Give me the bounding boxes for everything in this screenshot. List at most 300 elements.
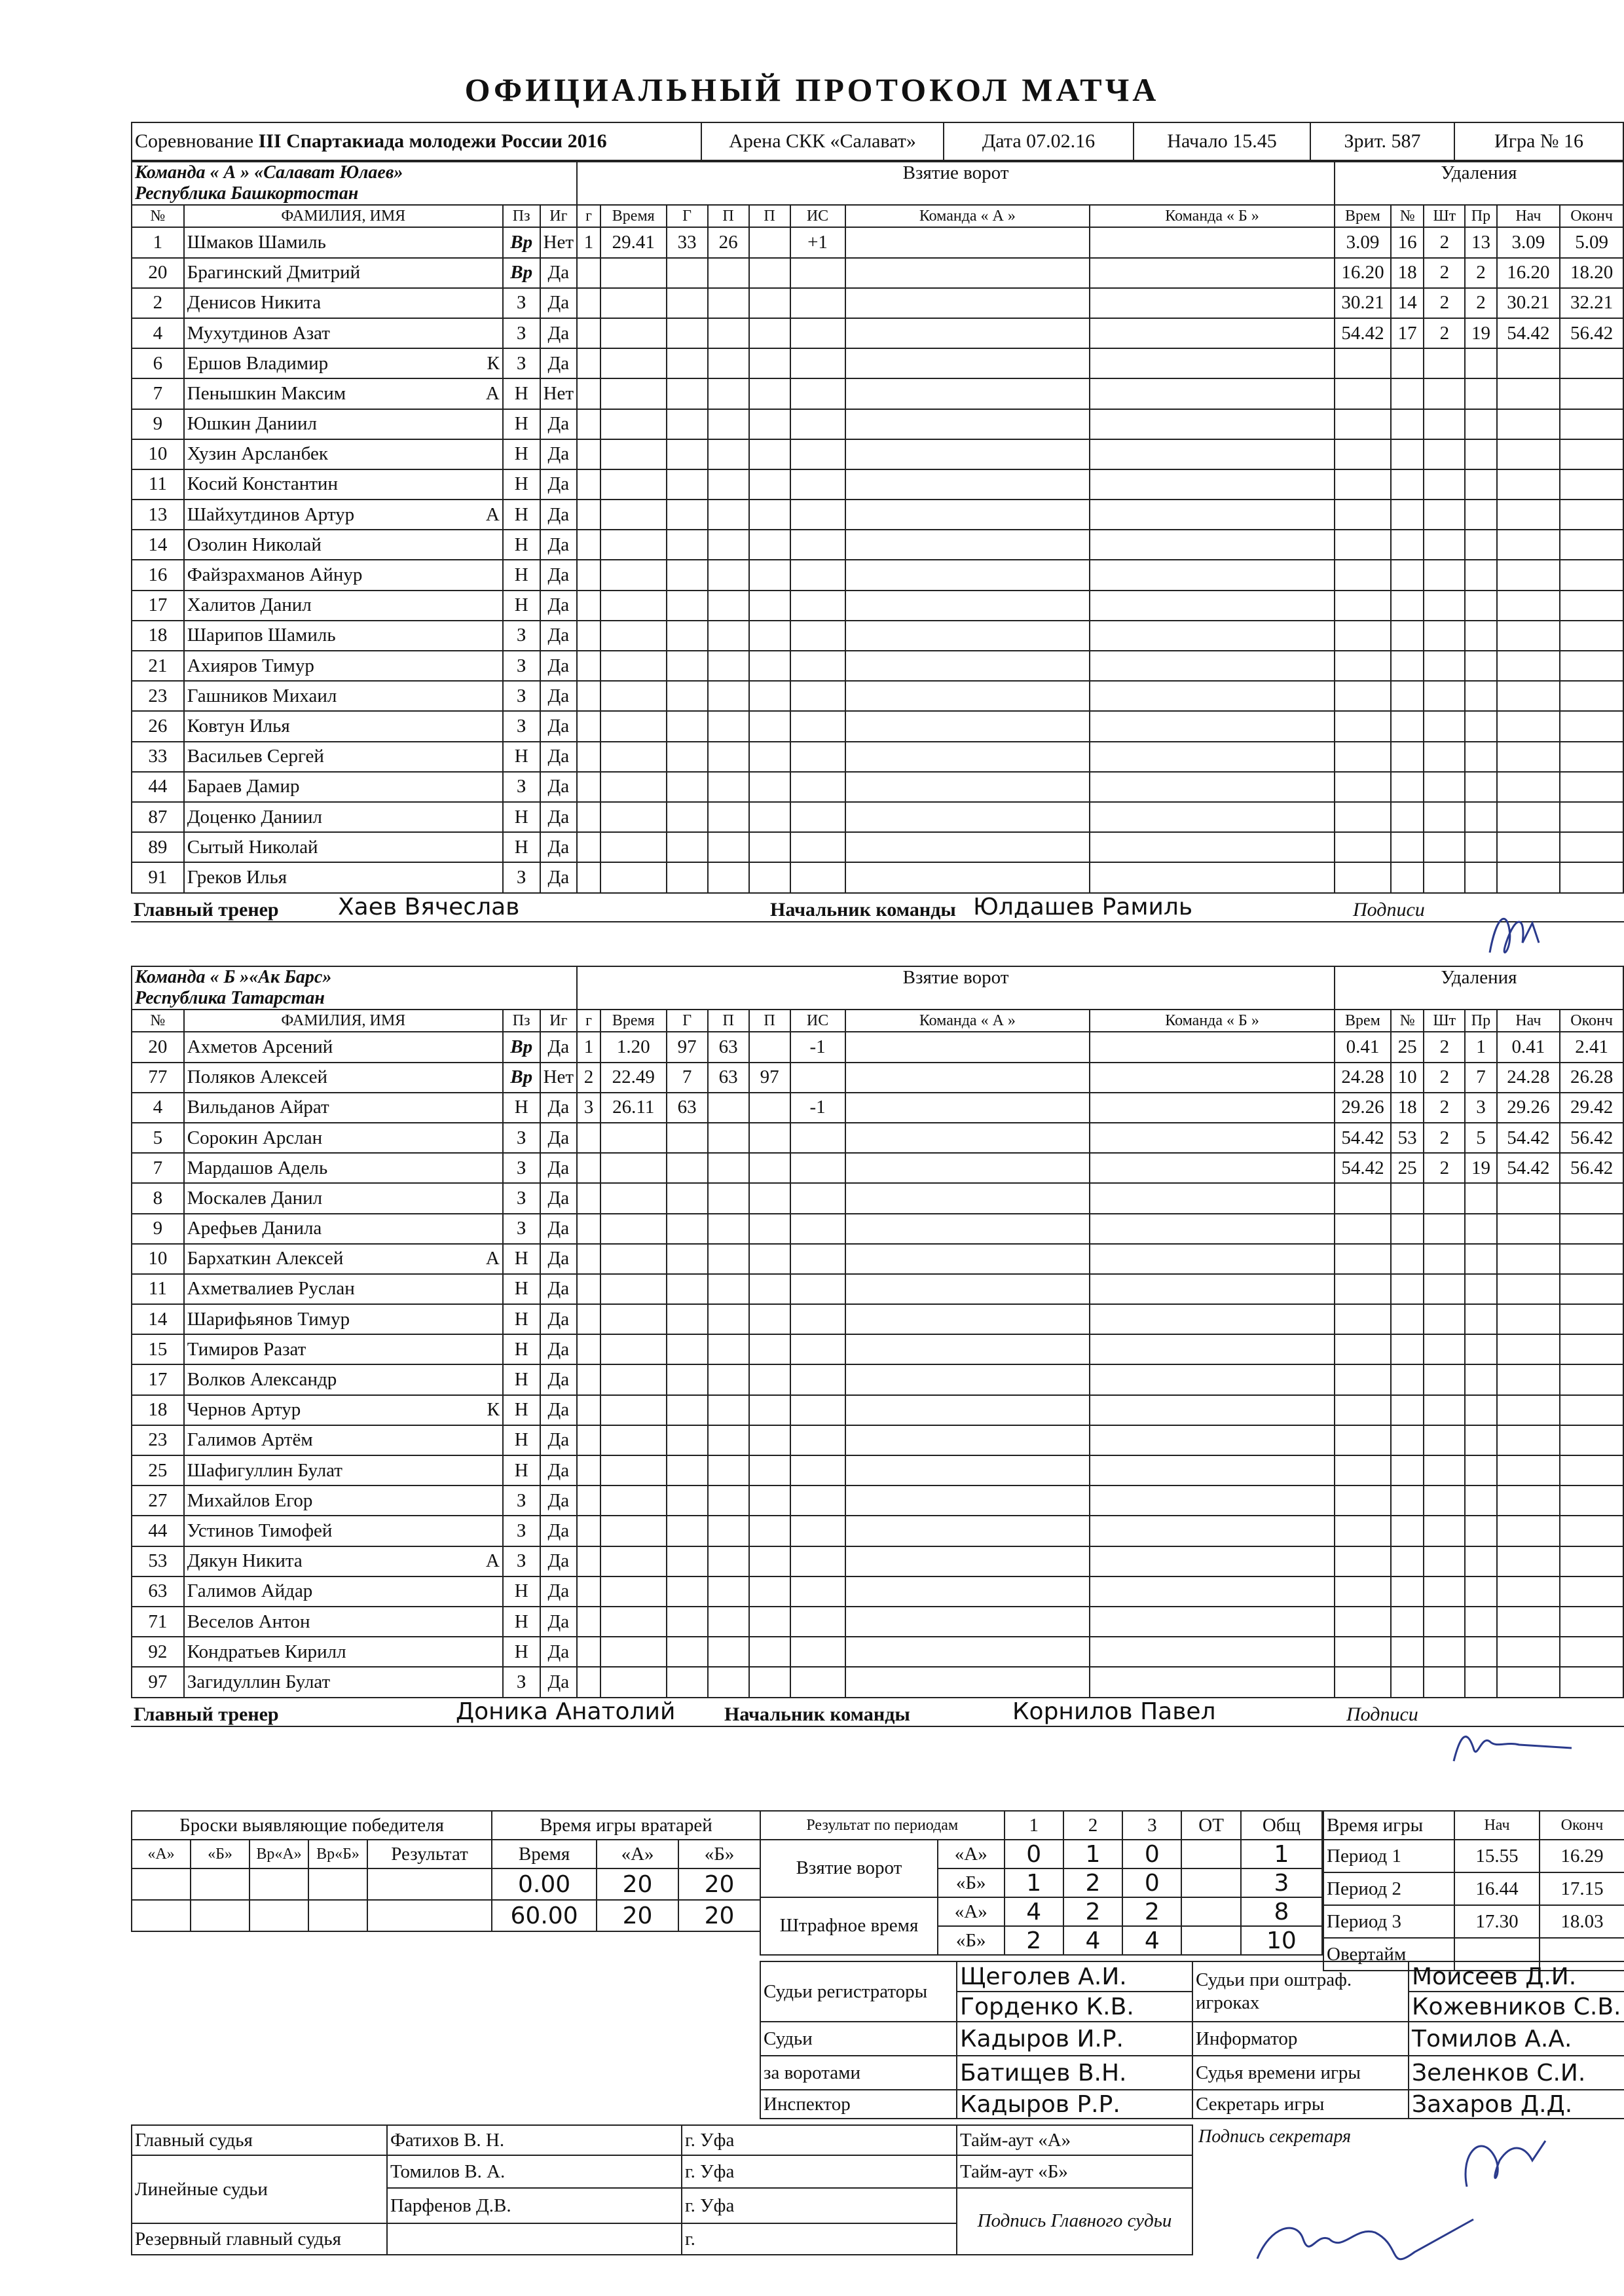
player-role: К [487, 1399, 500, 1421]
line-referees-label: Линейные судьи [132, 2155, 387, 2223]
player-name: Пенышкин Максим [187, 382, 346, 404]
player-number: 9 [132, 1214, 184, 1244]
player-name: Вильданов Айрат [187, 1097, 329, 1118]
shootout-a-header: «А» [132, 1840, 191, 1868]
col-header-P1: П [708, 1010, 749, 1032]
timekeeper: Зеленков С.И. [1409, 2056, 1624, 2090]
player-name: Васильев Сергей [187, 746, 324, 767]
spectators: Зрит. 587 [1310, 122, 1454, 160]
col-header-pen_num: № [1391, 205, 1424, 227]
penalty-minutes: 2 [1424, 1123, 1465, 1153]
player-played: Да [540, 1364, 578, 1394]
timeout-b: Тайм-аут «Б» [957, 2155, 1192, 2188]
goalie-b-value: 20 [678, 1868, 760, 1900]
penalty-minutes: 2 [1424, 1153, 1465, 1183]
player-name: Шарипов Шамиль [187, 625, 336, 646]
player-played: Да [540, 258, 578, 288]
player-name: Бархаткин Алексей [187, 1248, 344, 1269]
penalty-start: 30.21 [1497, 288, 1560, 318]
player-name: Денисов Никита [187, 292, 322, 314]
goalie-time-value: 0.00 [492, 1868, 597, 1900]
player-position: З [503, 1214, 540, 1244]
penalty-code: 2 [1465, 258, 1496, 288]
goalie-a-header: «А» [597, 1840, 678, 1868]
team-a-label: «А» [938, 1897, 1005, 1926]
player-position: Вр [503, 227, 540, 257]
player-number: 18 [132, 1395, 184, 1425]
player-position: Н [503, 1093, 540, 1123]
penalty-minutes: 2 [1424, 1063, 1465, 1093]
player-number: 77 [132, 1063, 184, 1093]
main-referee-city: г. Уфа [682, 2125, 957, 2155]
player-played: Да [540, 1607, 578, 1637]
player-name: Веселов Антон [187, 1611, 310, 1632]
player-number: 91 [132, 862, 184, 892]
player-position: З [503, 711, 540, 741]
player-position: З [503, 862, 540, 892]
penalty-code: 13 [1465, 227, 1496, 257]
judge-reg-2: Горденко К.В. [957, 1992, 1192, 2022]
player-position: Вр [503, 1032, 540, 1062]
periods-title: Результат по периодам [760, 1811, 1005, 1840]
player-number: 9 [132, 409, 184, 439]
player-played: Да [540, 530, 578, 560]
player-name: Шмаков Шамиль [187, 231, 326, 253]
player-played: Нет [540, 1063, 578, 1093]
goal-scorer: 97 [667, 1032, 708, 1062]
player-position: З [503, 1123, 540, 1153]
player-position: З [503, 1546, 540, 1576]
player-role: А [485, 382, 500, 404]
shootout-vrb-header: Вр«Б» [308, 1840, 367, 1868]
player-position: Н [503, 1244, 540, 1274]
penalty-start: 29.26 [1497, 1093, 1560, 1123]
penalty-player: 14 [1391, 288, 1424, 318]
coach-name: Хаев Вячеслав [338, 893, 520, 920]
col-header-pen_pr: Пр [1465, 1010, 1496, 1032]
player-played: Да [540, 832, 578, 862]
player-name: Дякун Никита [187, 1550, 303, 1572]
timekeeper-label: Судья времени игры [1192, 2056, 1409, 2090]
penalty-end: 2.41 [1560, 1032, 1623, 1062]
player-name: Гашников Михаил [187, 685, 337, 706]
player-number: 15 [132, 1334, 184, 1364]
coach-name: Доника Анатолий [456, 1698, 676, 1725]
player-number: 89 [132, 832, 184, 862]
signature-main-referee [1257, 2219, 1473, 2259]
penalty-time: 0.41 [1335, 1032, 1391, 1062]
player-position: Н [503, 591, 540, 621]
player-role: А [485, 1248, 500, 1269]
goals-a-p3: 0 [1122, 1840, 1181, 1868]
inspector-label: Инспектор [760, 2090, 957, 2119]
penalty-minutes: 2 [1424, 1093, 1465, 1123]
main-referee-label: Главный судья [132, 2125, 387, 2155]
player-played: Да [540, 288, 578, 318]
player-played: Да [540, 560, 578, 590]
manager-name: Юлдашев Рамиль [973, 893, 1193, 920]
player-position: Н [503, 439, 540, 469]
shootout-vra-header: Вр«А» [249, 1840, 308, 1868]
penalty-player: 17 [1391, 318, 1424, 348]
player-name: Мухутдинов Азат [187, 322, 330, 344]
judges-goal-label: Судьи [760, 2022, 957, 2056]
main-referee-sign-label: Подпись Главного судьи [957, 2188, 1192, 2255]
player-number: 10 [132, 1244, 184, 1274]
player-position: Н [503, 832, 540, 862]
player-number: 20 [132, 1032, 184, 1062]
penalty-start: 54.42 [1497, 318, 1560, 348]
period-end: 18.03 [1540, 1905, 1624, 1938]
manager-label: Начальник команды [770, 898, 956, 920]
manager-label: Начальник команды [724, 1703, 910, 1725]
period-3-header: 3 [1122, 1811, 1181, 1840]
player-number: 44 [132, 772, 184, 802]
col-header-played: Иг [540, 1010, 578, 1032]
player-position: Н [503, 560, 540, 590]
date: Дата 07.02.16 [944, 122, 1134, 160]
goals-a-total: 1 [1241, 1840, 1322, 1868]
player-number: 53 [132, 1546, 184, 1576]
player-played: Да [540, 1334, 578, 1364]
goalie-a-value: 20 [597, 1868, 678, 1900]
penalty-code: 5 [1465, 1123, 1496, 1153]
player-number: 87 [132, 802, 184, 832]
col-header-G: Г [667, 1010, 708, 1032]
shootout-b-header: «Б» [191, 1840, 249, 1868]
player-played: Да [540, 439, 578, 469]
page-title: ОФИЦИАЛЬНЫЙ ПРОТОКОЛ МАТЧА [464, 71, 1160, 108]
goalie-time-header: Время [492, 1840, 597, 1868]
penbox-judge-2: Кожевников С.В. [1409, 1992, 1624, 2022]
penalty-end: 26.28 [1560, 1063, 1623, 1093]
player-name: Бараев Дамир [187, 776, 300, 797]
penalty-time: 54.42 [1335, 1153, 1391, 1183]
goal-scorer: 63 [667, 1093, 708, 1123]
goals-label: Взятие ворот [760, 1840, 938, 1897]
manager-name: Корнилов Павел [1012, 1698, 1216, 1725]
player-number: 4 [132, 318, 184, 348]
col-header-time: Время [600, 1010, 667, 1032]
player-played: Да [540, 1032, 578, 1062]
goal-scorer: 7 [667, 1063, 708, 1093]
judge-goal-2: Батищев В.Н. [957, 2056, 1192, 2090]
player-number: 23 [132, 1425, 184, 1455]
player-number: 13 [132, 500, 184, 530]
player-name: Ершов Владимир [187, 352, 329, 374]
player-role: А [485, 1550, 500, 1572]
player-played: Да [540, 1455, 578, 1485]
player-name: Сытый Николай [187, 836, 318, 858]
player-played: Да [540, 318, 578, 348]
player-position: Н [503, 1425, 540, 1455]
player-played: Да [540, 742, 578, 772]
penalty-minutes: 2 [1424, 1032, 1465, 1062]
player-name: Ковтун Илья [187, 715, 290, 737]
col-header-pos: Пз [503, 1010, 540, 1032]
col-header-g: г [577, 1010, 600, 1032]
col-header-pos: Пз [503, 205, 540, 227]
team-region: Республика Башкортостан [135, 183, 359, 204]
player-position: З [503, 1183, 540, 1213]
player-name: Загидуллин Булат [187, 1671, 331, 1692]
player-number: 92 [132, 1637, 184, 1667]
player-name: Хузин Арсланбек [187, 443, 328, 465]
player-name: Мардашов Адель [187, 1157, 328, 1178]
penalty-start: 24.28 [1497, 1063, 1560, 1093]
player-played: Да [540, 1123, 578, 1153]
col-header-pen_pr: Пр [1465, 205, 1496, 227]
game-number: Игра № 16 [1454, 122, 1623, 160]
player-number: 7 [132, 1153, 184, 1183]
col-header-num: № [132, 205, 184, 227]
goalie-b-header: «Б» [678, 1840, 760, 1868]
team-b-label: «Б» [938, 1868, 1005, 1897]
player-played: Да [540, 591, 578, 621]
player-number: 63 [132, 1576, 184, 1607]
player-number: 14 [132, 1304, 184, 1334]
line-referee-1-city: г. Уфа [682, 2155, 957, 2188]
player-played: Да [540, 1516, 578, 1546]
judge-reg-1: Щеголев А.И. [957, 1961, 1192, 1992]
player-number: 26 [132, 711, 184, 741]
penalty-player: 16 [1391, 227, 1424, 257]
col-header-G: Г [667, 205, 708, 227]
penalty-time: 29.26 [1335, 1093, 1391, 1123]
player-position: З [503, 1667, 540, 1697]
col-header-P1: П [708, 205, 749, 227]
pen-b-total: 10 [1241, 1926, 1322, 1955]
player-number: 25 [132, 1455, 184, 1485]
penbox-label: Судьи при оштраф. игроках [1192, 1961, 1409, 2022]
sign-label: Подписи [1346, 1703, 1418, 1725]
pen-b-p1: 2 [1005, 1926, 1063, 1955]
period-end: 17.15 [1540, 1872, 1624, 1905]
period-start: 15.55 [1454, 1840, 1540, 1872]
player-number: 5 [132, 1123, 184, 1153]
player-number: 33 [132, 742, 184, 772]
secretary-label: Секретарь игры [1192, 2090, 1409, 2119]
penalty-end: 5.09 [1560, 227, 1623, 257]
player-name: Озолин Николай [187, 534, 322, 555]
player-number: 44 [132, 1516, 184, 1546]
player-position: Н [503, 469, 540, 500]
goal-time: 26.11 [600, 1093, 667, 1123]
penalty-minutes: 2 [1424, 227, 1465, 257]
penalty-code: 1 [1465, 1032, 1496, 1062]
player-played: Да [540, 1153, 578, 1183]
competition-label: Соревнование [135, 130, 254, 152]
player-position: З [503, 772, 540, 802]
player-name: Ахияров Тимур [187, 655, 314, 676]
penalty-start: 16.20 [1497, 258, 1560, 288]
game-time-title: Время игры [1323, 1811, 1454, 1840]
col-header-pen_start: Нач [1497, 1010, 1560, 1032]
player-number: 17 [132, 1364, 184, 1394]
timeout-a: Тайм-аут «А» [957, 2125, 1192, 2155]
player-position: Н [503, 1576, 540, 1607]
player-position: З [503, 318, 540, 348]
col-header-pen_time: Врем [1335, 1010, 1391, 1032]
penalty-time: 16.20 [1335, 258, 1391, 288]
informer-label: Информатор [1192, 2022, 1409, 2056]
player-played: Да [540, 1395, 578, 1425]
goal-time: 1.20 [600, 1032, 667, 1062]
col-header-pen_time: Врем [1335, 205, 1391, 227]
player-number: 7 [132, 378, 184, 409]
player-name: Доценко Даниил [187, 806, 323, 828]
player-played: Да [540, 1425, 578, 1455]
secretary-sign-label: Подпись секретаря [1198, 2126, 1352, 2147]
goal-assist-1: 63 [708, 1032, 749, 1062]
player-name: Михайлов Егор [187, 1489, 313, 1511]
player-number: 11 [132, 1274, 184, 1304]
col-header-pen_end: Оконч [1560, 1010, 1623, 1032]
pen-b-p3: 4 [1122, 1926, 1181, 1955]
coach-label: Главный тренер [134, 898, 279, 920]
team-b-label: «Б» [938, 1926, 1005, 1955]
penalty-code: 19 [1465, 1153, 1496, 1183]
signature-team-b [1454, 1737, 1572, 1761]
penalty-time: 30.21 [1335, 288, 1391, 318]
penalty-player: 25 [1391, 1032, 1424, 1062]
penalties-header: Удаления [1335, 966, 1623, 1010]
penalty-minutes: 2 [1424, 288, 1465, 318]
pen-a-p2: 2 [1063, 1897, 1122, 1926]
player-number: 20 [132, 258, 184, 288]
team-label: Команда « Б »«Ак Барс» [135, 967, 332, 987]
reserve-referee-city: г. [682, 2223, 957, 2255]
goal-scorer: 33 [667, 227, 708, 257]
player-played: Да [540, 348, 578, 378]
team-a-label: «А» [938, 1840, 1005, 1868]
col-header-pen_end: Оконч [1560, 205, 1623, 227]
player-played: Да [540, 1214, 578, 1244]
player-played: Да [540, 500, 578, 530]
main-referee: Фатихов В. Н. [387, 2125, 682, 2155]
judges-reg-label: Судьи регистраторы [760, 1961, 957, 2022]
reserve-referee-label: Резервный главный судья [132, 2223, 387, 2255]
player-number: 4 [132, 1093, 184, 1123]
player-played: Нет [540, 378, 578, 409]
penalty-end: 56.42 [1560, 1153, 1623, 1183]
penalty-minutes: 2 [1424, 318, 1465, 348]
coach-label: Главный тренер [134, 1703, 279, 1725]
pen-b-p2: 4 [1063, 1926, 1122, 1955]
goals-header: Взятие ворот [577, 162, 1335, 205]
penalty-player: 53 [1391, 1123, 1424, 1153]
player-played: Да [540, 651, 578, 681]
col-header-pen_sht: Шт [1424, 205, 1465, 227]
player-number: 2 [132, 288, 184, 318]
player-position: Н [503, 1607, 540, 1637]
goalie-time-title: Время игры вратарей [492, 1811, 760, 1840]
col-header-teamA: Команда « А » [845, 205, 1090, 227]
goals-b-total: 3 [1241, 1868, 1322, 1897]
sign-label: Подписи [1353, 898, 1425, 920]
line-referee-1: Томилов В. А. [387, 2155, 682, 2188]
player-name: Греков Илья [187, 866, 287, 888]
player-position: Н [503, 1364, 540, 1394]
player-position: Вр [503, 1063, 540, 1093]
goal-assist-1: 26 [708, 227, 749, 257]
player-name: Устинов Тимофей [187, 1520, 333, 1541]
player-position: Н [503, 1395, 540, 1425]
player-role: А [485, 503, 500, 525]
arena: Арена СКК «Салават» [701, 122, 944, 160]
col-header-g: г [577, 205, 600, 227]
player-played: Да [540, 1274, 578, 1304]
player-name: Сорокин Арслан [187, 1127, 323, 1148]
player-number: 11 [132, 469, 184, 500]
player-name: Чернов Артур [187, 1399, 301, 1421]
player-number: 16 [132, 560, 184, 590]
player-name: Шарифьянов Тимур [187, 1308, 350, 1330]
player-name: Брагинский Дмитрий [187, 262, 361, 283]
player-played: Да [540, 1485, 578, 1516]
col-header-pen_sht: Шт [1424, 1010, 1465, 1032]
player-played: Да [540, 409, 578, 439]
goalie-b-value: 20 [678, 1900, 760, 1931]
col-header-pen_num: № [1391, 1010, 1424, 1032]
judge-goal-1: Кадыров И.Р. [957, 2022, 1192, 2056]
player-position: З [503, 681, 540, 711]
player-name: Поляков Алексей [187, 1066, 327, 1088]
player-number: 71 [132, 1607, 184, 1637]
total-header: Общ [1241, 1811, 1322, 1840]
penalty-code: 7 [1465, 1063, 1496, 1093]
penalty-code: 3 [1465, 1093, 1496, 1123]
game-time-end-header: Оконч [1540, 1811, 1624, 1840]
goal-time: 22.49 [600, 1063, 667, 1093]
penalties-header: Удаления [1335, 162, 1623, 205]
player-position: З [503, 1516, 540, 1546]
col-header-name: ФАМИЛИЯ, ИМЯ [184, 205, 503, 227]
player-played: Да [540, 1304, 578, 1334]
player-position: З [503, 1153, 540, 1183]
col-header-teamA: Команда « А » [845, 1010, 1090, 1032]
overtime-header: ОТ [1181, 1811, 1240, 1840]
player-number: 21 [132, 651, 184, 681]
penalty-start: 54.42 [1497, 1153, 1560, 1183]
player-position: Н [503, 742, 540, 772]
signature-team-a [1490, 919, 1539, 953]
team-label: Команда « А » «Салават Юлаев» [135, 162, 403, 183]
goals-a-p2: 1 [1063, 1840, 1122, 1868]
player-position: Н [503, 1274, 540, 1304]
player-played: Да [540, 681, 578, 711]
period-label: Период 3 [1323, 1905, 1454, 1938]
pen-a-total: 8 [1241, 1897, 1322, 1926]
player-name: Галимов Айдар [187, 1580, 313, 1602]
penalty-minutes: 2 [1424, 258, 1465, 288]
goals-b-p1: 1 [1005, 1868, 1063, 1897]
penalty-time: 24.28 [1335, 1063, 1391, 1093]
player-number: 23 [132, 681, 184, 711]
player-name: Галимов Артём [187, 1429, 313, 1451]
player-name: Ахметов Арсений [187, 1036, 333, 1057]
line-referee-2-city: г. Уфа [682, 2188, 957, 2223]
penalty-code: 2 [1465, 288, 1496, 318]
player-number: 17 [132, 591, 184, 621]
penalty-start: 3.09 [1497, 227, 1560, 257]
shootout-result-header: Результат [367, 1840, 492, 1868]
pen-a-p1: 4 [1005, 1897, 1063, 1926]
penalty-end: 56.42 [1560, 318, 1623, 348]
player-number: 1 [132, 227, 184, 257]
penalty-start: 0.41 [1497, 1032, 1560, 1062]
player-played: Да [540, 621, 578, 651]
